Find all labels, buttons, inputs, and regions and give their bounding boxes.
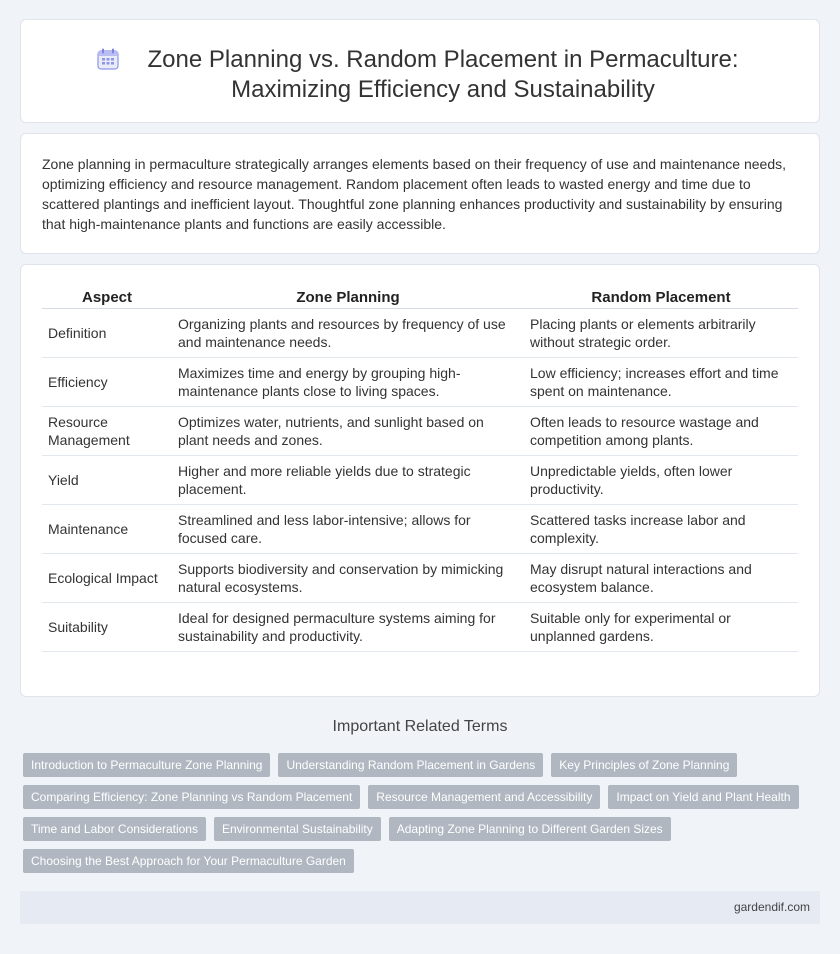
- comparison-table-card: [20, 264, 820, 697]
- aspect-cell: Efficiency: [42, 358, 172, 407]
- zone-planning-cell: Higher and more reliable yields due to strategic placement.: [172, 456, 524, 505]
- intro-paragraph: Zone planning in permaculture strategically arranges elements based on their frequency of use and maintenance needs, optimizing efficiency and resource management. Random placement often leads to wasted energy and time due to scattered plantings and inefficient layout. Thoughtful zone planning enhances productivity and sustainability by ensuring that high-maintenance plants and functions are easily accessible.: [42, 156, 787, 232]
- title-row: [21, 45, 819, 105]
- header-card: [20, 19, 820, 123]
- footer: [20, 891, 820, 924]
- zone-planning-cell: Streamlined and less labor-intensive; allows for focused care.: [172, 505, 524, 554]
- random-placement-cell: Scattered tasks increase labor and complexity.: [524, 505, 798, 554]
- aspect-cell: Definition: [42, 309, 172, 358]
- table-row: [42, 407, 798, 456]
- related-term-tag[interactable]: Time and Labor Considerations: [23, 817, 206, 841]
- zone-planning-cell: Organizing plants and resources by frequency of use and maintenance needs.: [172, 309, 524, 358]
- random-placement-cell: May disrupt natural interactions and ecosystem balance.: [524, 554, 798, 603]
- related-term-tag[interactable]: Environmental Sustainability: [214, 817, 381, 841]
- random-placement-cell: Often leads to resource wastage and competition among plants.: [524, 407, 798, 456]
- related-term-tag[interactable]: Understanding Random Placement in Gardens: [278, 753, 543, 777]
- header-aspect: Aspect: [42, 285, 172, 309]
- comparison-table: [42, 285, 798, 652]
- table-row: [42, 554, 798, 603]
- intro-card: [20, 133, 820, 254]
- zone-planning-cell: Optimizes water, nutrients, and sunlight based on plant needs and zones.: [172, 407, 524, 456]
- random-placement-cell: Low efficiency; increases effort and time spent on maintenance.: [524, 358, 798, 407]
- random-placement-cell: Suitable only for experimental or unplanned gardens.: [524, 603, 798, 652]
- table-row: [42, 456, 798, 505]
- related-term-tag[interactable]: Resource Management and Accessibility: [368, 785, 600, 809]
- related-term-tag[interactable]: Key Principles of Zone Planning: [551, 753, 737, 777]
- table-header-row: [42, 285, 798, 309]
- zone-planning-cell: Supports biodiversity and conservation by mimicking natural ecosystems.: [172, 554, 524, 603]
- aspect-cell: Yield: [42, 456, 172, 505]
- related-term-tag[interactable]: Introduction to Permaculture Zone Planning: [23, 753, 270, 777]
- random-placement-cell: Placing plants or elements arbitrarily without strategic order.: [524, 309, 798, 358]
- footer-site-link[interactable]: gardendif.com: [733, 900, 810, 914]
- aspect-cell: Suitability: [42, 603, 172, 652]
- related-terms-list: [23, 753, 803, 873]
- zone-planning-cell: Maximizes time and energy by grouping high-maintenance plants close to living spaces.: [172, 358, 524, 407]
- calendar-icon: [97, 48, 119, 70]
- table-row: [42, 505, 798, 554]
- related-term-tag[interactable]: Impact on Yield and Plant Health: [608, 785, 798, 809]
- related-term-tag[interactable]: Adapting Zone Planning to Different Garden Sizes: [389, 817, 671, 841]
- random-placement-cell: Unpredictable yields, often lower productivity.: [524, 456, 798, 505]
- related-term-tag[interactable]: Comparing Efficiency: Zone Planning vs Random Placement: [23, 785, 360, 809]
- aspect-cell: Resource Management: [42, 407, 172, 456]
- aspect-cell: Ecological Impact: [42, 554, 172, 603]
- header-random-placement: Random Placement: [524, 285, 798, 309]
- table-row: [42, 358, 798, 407]
- header-zone-planning: Zone Planning: [172, 285, 524, 309]
- table-row: [42, 309, 798, 358]
- aspect-cell: Maintenance: [42, 505, 172, 554]
- table-row: [42, 603, 798, 652]
- page-title: Zone Planning vs. Random Placement in Permaculture: Maximizing Efficiency and Sustainability: [147, 46, 739, 103]
- related-term-tag[interactable]: Choosing the Best Approach for Your Permaculture Garden: [23, 849, 354, 873]
- zone-planning-cell: Ideal for designed permaculture systems aiming for sustainability and productivity.: [172, 603, 524, 652]
- related-terms-title: Important Related Terms: [332, 718, 508, 735]
